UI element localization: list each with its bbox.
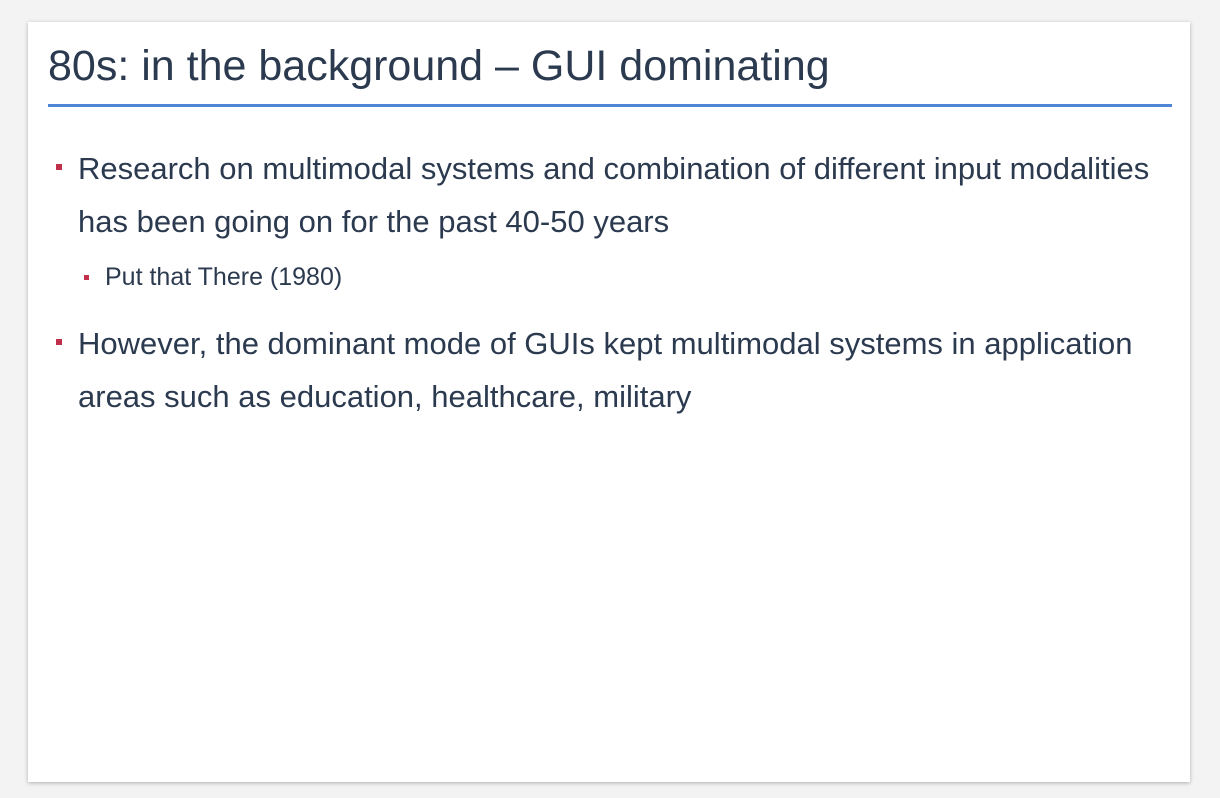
sub-bullet-item — [84, 257, 1156, 297]
bullet-square-icon — [56, 164, 62, 170]
slide[interactable] — [28, 22, 1190, 782]
bullet-square-icon — [56, 339, 62, 345]
bullet-item — [56, 317, 1156, 423]
bullet-item — [56, 142, 1156, 248]
slide-content — [56, 142, 1156, 423]
sub-bullet-text: Put that There (1980) — [105, 263, 343, 291]
sub-bullet-square-icon — [84, 275, 89, 280]
bullet-text: However, the dominant mode of GUIs kept multimodal systems in application areas such as education, healthcare, military — [78, 326, 1133, 414]
bullet-text: Research on multimodal systems and combination of different input modalities has been going on for the past 40-50 years — [78, 151, 1150, 239]
slide-title: 80s: in the background – GUI dominating — [48, 42, 830, 90]
title-underline — [48, 104, 1172, 107]
